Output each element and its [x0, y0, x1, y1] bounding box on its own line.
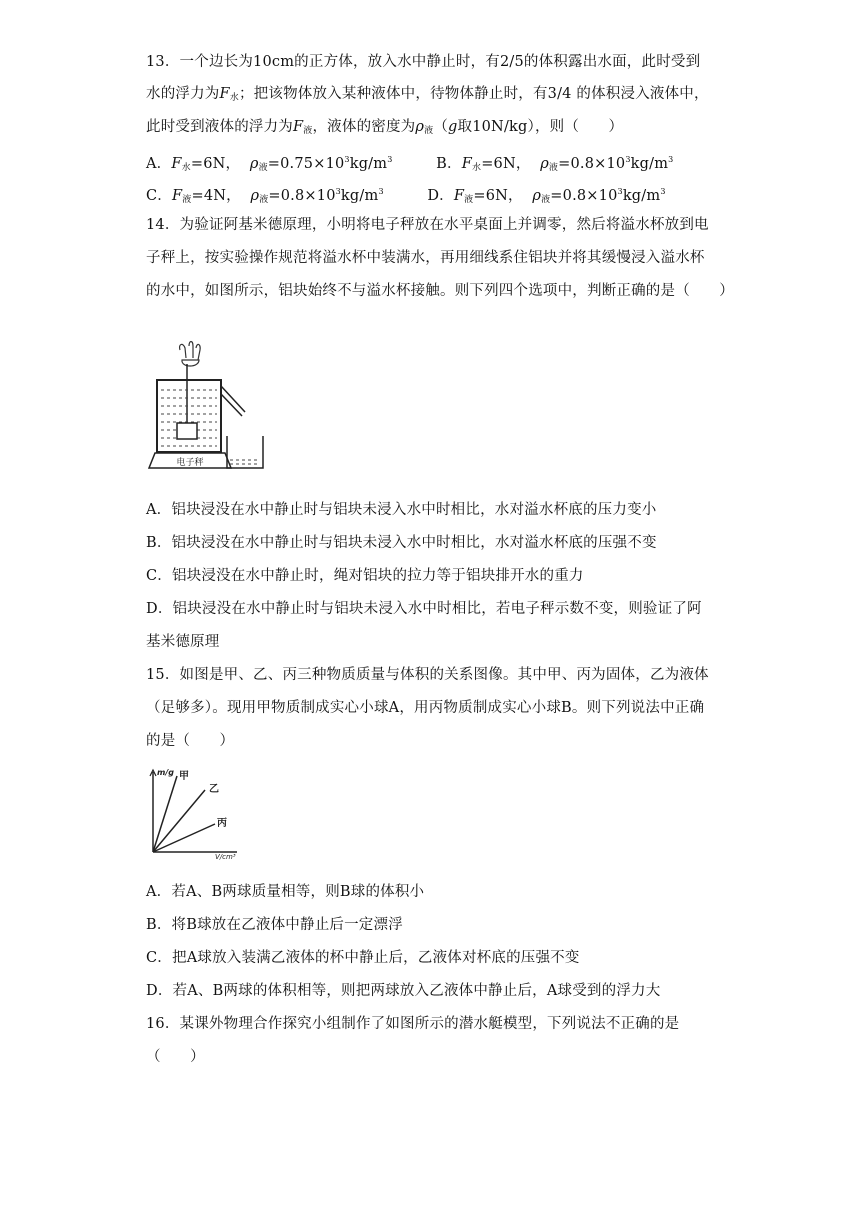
q14-option-b: B．铝块浸没在水中静止时与铝块未浸入水中时相比，水对溢水杯底的压强不变	[146, 535, 657, 551]
q15-option-a: A．若A、B两球质量相等，则B球的体积小	[146, 884, 425, 900]
q14-option-d-line-1: D．铝块浸没在水中静止时与铝块未浸入水中时相比，若电子秤示数不变，则验证了阿	[146, 601, 702, 617]
symbol-rho: ρ	[532, 188, 542, 204]
q13-text: ；把该物体放入某种液体中，待物体静止时，有3/4 的体积浸入液体中，	[238, 86, 709, 102]
small-beaker	[227, 436, 263, 468]
q13-options-cd	[146, 182, 666, 210]
symbol-F: F	[453, 188, 465, 204]
mass-volume-graph	[143, 766, 243, 860]
symbol-F: F	[461, 156, 472, 172]
aluminium-block	[177, 423, 197, 439]
symbol-F: F	[172, 188, 183, 204]
symbol-F: F	[219, 86, 230, 102]
value: =6N，	[481, 156, 531, 172]
q13-option-c	[146, 188, 384, 204]
subscript: 液	[182, 195, 192, 205]
q15-line-2: （足够多）。现用甲物质制成实心小球A，用丙物质制成实心小球B。则下列说法中正确	[146, 700, 705, 716]
q14-option-c: C．铝块浸没在水中静止时，绳对铝块的拉力等于铝块排开水的重力	[146, 568, 584, 584]
q16-line-2: （ ）	[146, 1049, 205, 1065]
superscript: 3	[660, 187, 666, 196]
superscript: 3	[625, 155, 631, 164]
q13-text: ，液体的密度为	[312, 119, 416, 135]
superscript: 3	[387, 155, 393, 164]
q15-line-1: 15．如图是甲、乙、丙三种物质质量与体积的关系图像。其中甲、丙为固体，乙为液体	[146, 667, 709, 683]
q13-option-b	[436, 156, 673, 172]
q13-line-1: 13．一个边长为10cm的正方体，放入水中静止时，有2/5的体积露出水面，此时受到	[146, 54, 701, 70]
spout	[221, 386, 245, 416]
beaker-water	[230, 460, 260, 464]
symbol-F: F	[171, 156, 182, 172]
series-line-yi	[153, 790, 205, 852]
superscript: 3	[344, 155, 350, 164]
scale-label: 电子秤	[176, 458, 204, 468]
subscript: 液	[259, 195, 269, 205]
y-axis-label: m/g	[157, 768, 174, 777]
superscript: 3	[617, 187, 623, 196]
q13-line-3	[146, 117, 623, 141]
symbol-g: g	[448, 119, 458, 135]
q15-option-c: C．把A球放入装满乙液体的杯中静止后，乙液体对杯底的压强不变	[146, 950, 580, 966]
series-line-bing	[153, 824, 215, 852]
q13-text: 此时受到液体的浮力为	[146, 119, 293, 135]
x-axis-label: V/cm³	[215, 853, 236, 860]
q13-options-ab	[146, 150, 673, 178]
value: =0.8×10	[558, 156, 626, 172]
unit: kg/m	[349, 156, 388, 172]
subscript: 水	[229, 93, 239, 103]
symbol-rho: ρ	[250, 188, 260, 204]
q13-text: 取10N/kg），则（ ）	[457, 119, 624, 135]
superscript: 3	[335, 187, 341, 196]
subscript: 液	[464, 195, 474, 205]
symbol-F: F	[293, 119, 304, 135]
hand-icon	[180, 342, 201, 367]
overflow-cup-figure	[145, 338, 270, 476]
q15-line-3: 的是（ ）	[146, 733, 235, 749]
symbol-rho: ρ	[540, 156, 549, 172]
value: =6N，	[190, 156, 241, 172]
subscript: 液	[424, 126, 434, 136]
option-lead: A．	[146, 156, 172, 172]
series-label-yi: 乙	[209, 784, 219, 795]
subscript: 液	[541, 195, 551, 205]
q14-option-a: A．铝块浸没在水中静止时与铝块未浸入水中时相比，水对溢水杯底的压力变小	[146, 502, 657, 518]
series-label-bing: 丙	[217, 818, 227, 829]
value: =4N，	[191, 188, 241, 204]
subscript: 液	[258, 163, 268, 173]
value: =0.75×10	[267, 156, 345, 172]
q13-option-a	[146, 156, 393, 172]
subscript: 液	[548, 163, 559, 173]
q16-line-1: 16．某课外物理合作探究小组制作了如图所示的潜水艇模型，下列说法不正确的是	[146, 1016, 680, 1032]
unit: kg/m	[340, 188, 379, 204]
q15-option-b: B．将B球放在乙液体中静止后一定漂浮	[146, 917, 403, 933]
option-lead: B．	[436, 156, 462, 172]
value: =6N，	[473, 188, 523, 204]
value: =0.8×10	[550, 188, 618, 204]
option-lead: C．	[146, 188, 172, 204]
subscript: 水	[471, 163, 482, 173]
superscript: 3	[668, 155, 674, 164]
unit: kg/m	[630, 156, 669, 172]
series-label-jia: 甲	[179, 771, 189, 782]
overflow-cup	[157, 380, 221, 452]
q15-option-d: D．若A、B两球的体积相等，则把两球放入乙液体中静止后，A球受到的浮力大	[146, 983, 661, 999]
symbol-rho: ρ	[249, 156, 259, 172]
symbol-rho: ρ	[415, 119, 425, 135]
q14-option-d-line-2: 基米德原理	[146, 634, 220, 650]
subscript: 液	[303, 126, 313, 136]
option-lead: D．	[427, 188, 454, 204]
series-line-jia	[153, 776, 177, 852]
q14-line-1: 14．为验证阿基米德原理，小明将电子秤放在水平桌面上并调零，然后将溢水杯放到电	[146, 217, 709, 233]
unit: kg/m	[622, 188, 661, 204]
q14-line-3: 的水中，如图所示，铝块始终不与溢水杯接触。则下列四个选项中，判断正确的是（ ）	[146, 283, 734, 299]
q13-option-d	[427, 188, 665, 204]
subscript: 水	[181, 163, 191, 173]
q13-text: （	[433, 119, 449, 135]
superscript: 3	[378, 187, 384, 196]
value: =0.8×10	[268, 188, 336, 204]
q14-line-2: 子秤上，按实验操作规范将溢水杯中装满水，再用细线系住铝块并将其缓慢浸入溢水杯	[146, 250, 705, 266]
q13-text: 水的浮力为	[146, 86, 220, 102]
q13-line-2	[146, 84, 709, 108]
